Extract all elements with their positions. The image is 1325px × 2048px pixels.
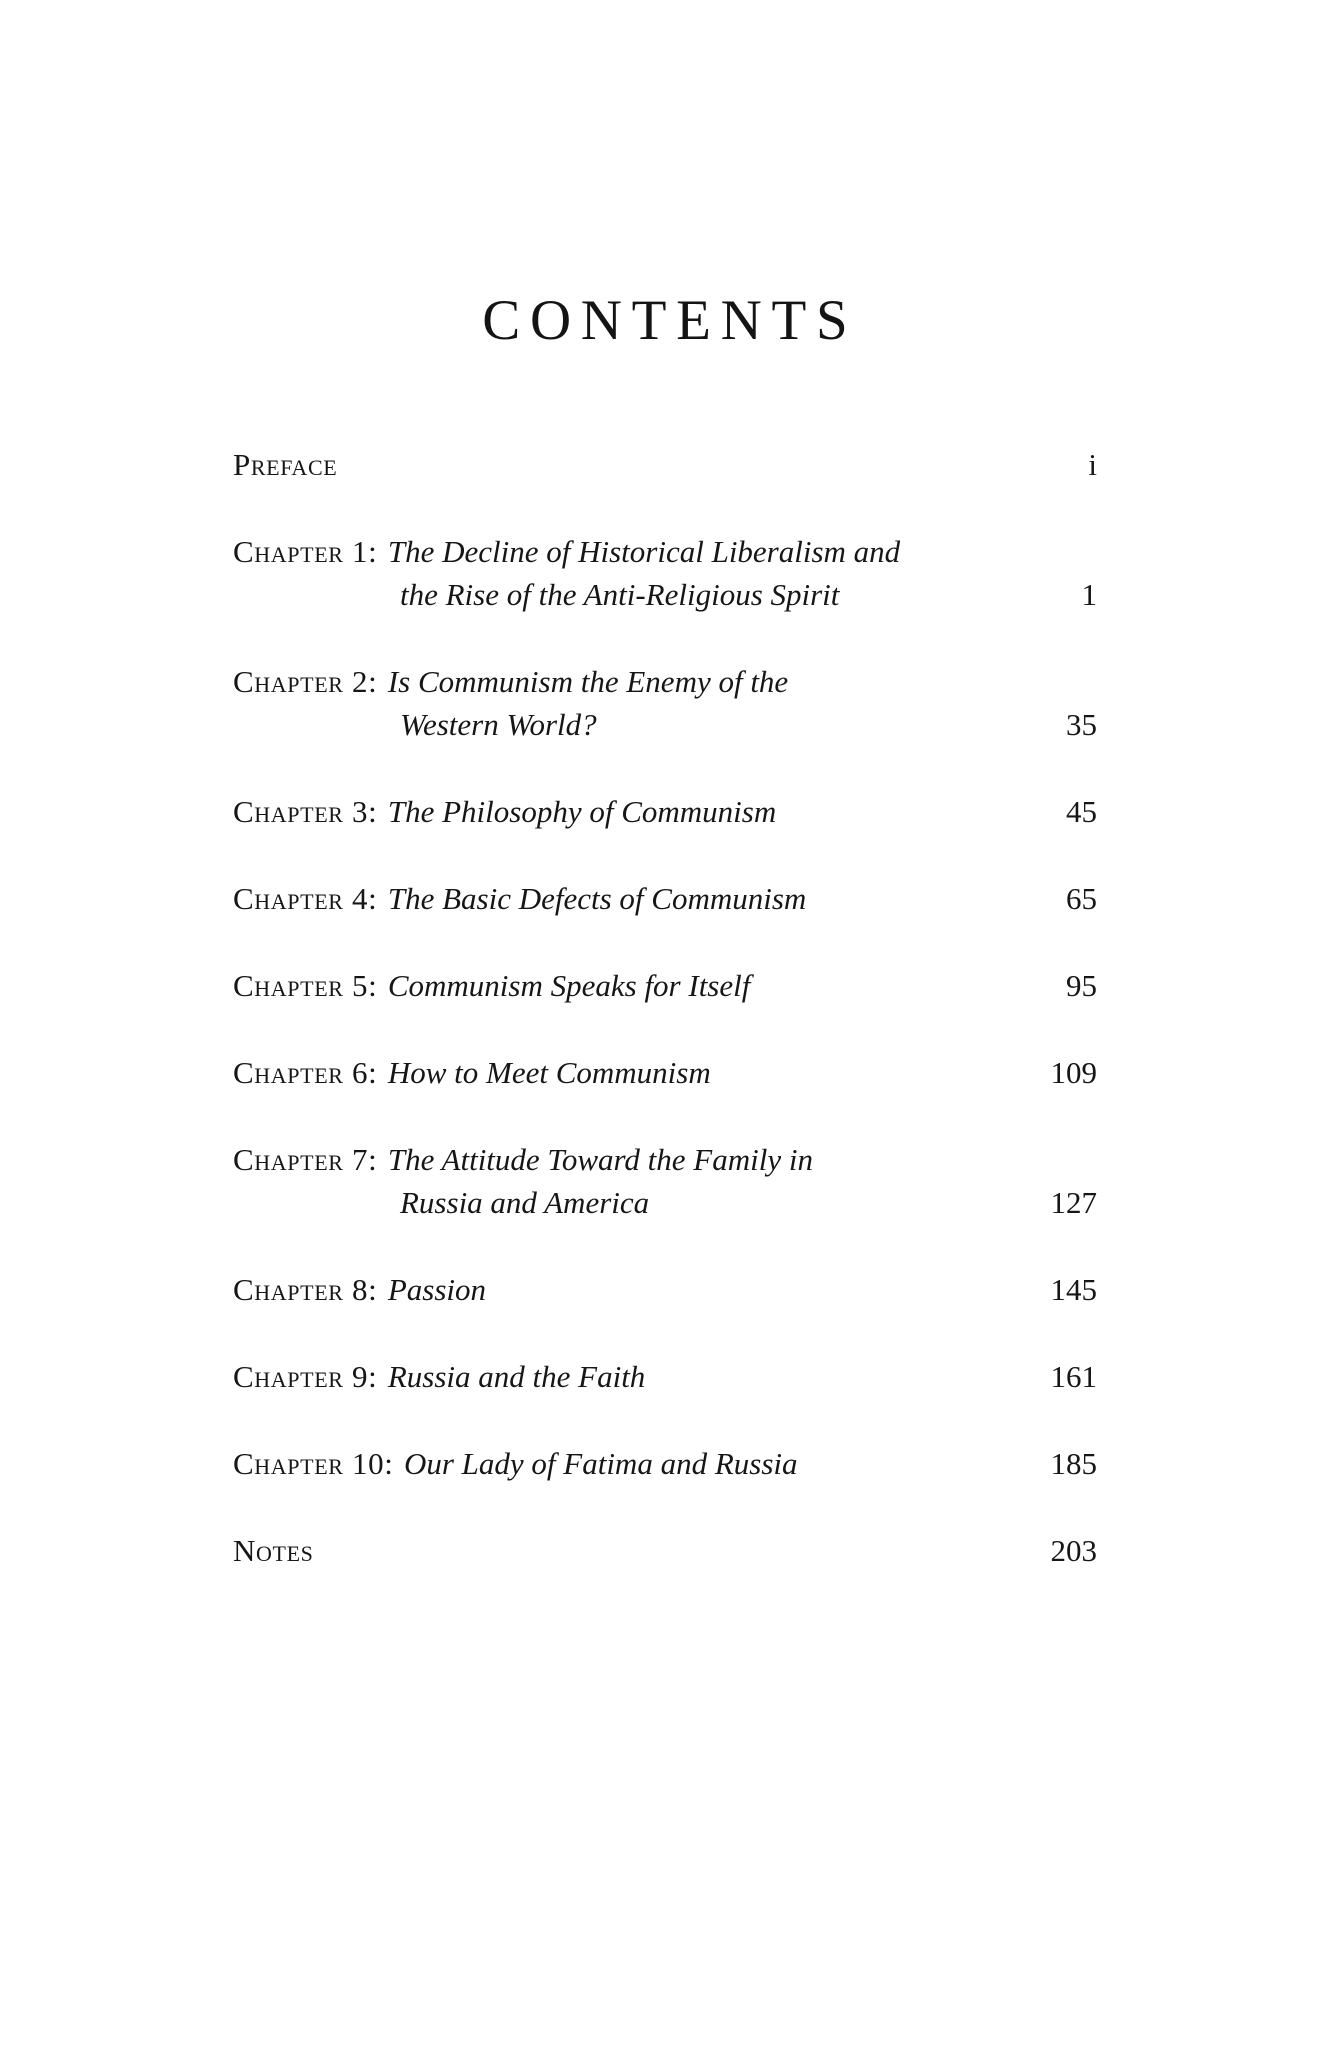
entry-first-line [233,964,1042,1007]
entry-text [233,1138,1027,1224]
entry-text [233,877,1042,920]
entry-first-line [233,790,1042,833]
entry-page-number: 127 [1050,1185,1097,1220]
entry-label: Preface [233,447,338,482]
entry-text [233,964,1042,1007]
toc-entry [233,964,1097,1007]
toc-entry [233,1529,1097,1572]
entry-title-line2: Russia and America [400,1185,650,1220]
entry-title-line1: The Decline of Historical Liberalism and [387,534,901,569]
entry-page-number: 185 [1050,1446,1097,1481]
entry-first-line [233,1442,1027,1485]
entry-title-line1: Communism Speaks for Itself [387,968,751,1003]
entry-first-line [233,530,1058,573]
entry-first-line [233,877,1042,920]
toc-entry [233,443,1097,486]
entry-page-number: 65 [1066,881,1097,916]
entry-page-number: 203 [1050,1533,1097,1568]
entry-text [233,530,1058,616]
entry-page-number: i [1088,447,1097,482]
entry-text [233,1051,1027,1094]
entry-first-line [233,1051,1027,1094]
toc-entry [233,1355,1097,1398]
entry-page-number: 95 [1066,968,1097,1003]
toc-entry [233,530,1097,616]
toc-entry-list [233,443,1097,1572]
entry-title-line1: How to Meet Communism [387,1055,711,1090]
entry-title-line2: the Rise of the Anti-Religious Spirit [400,577,840,612]
entry-page-number: 1 [1081,577,1097,612]
entry-page-number: 109 [1050,1055,1097,1090]
entry-title-line2: Western World? [400,707,597,742]
entry-title-line1: Our Lady of Fatima and Russia [403,1446,798,1481]
toc-entry [233,790,1097,833]
entry-page-number: 45 [1066,794,1097,829]
entry-page-number: 161 [1050,1359,1097,1394]
toc-entry [233,1138,1097,1224]
toc-entry [233,877,1097,920]
entry-label: Chapter 3: [233,794,378,829]
entry-text [233,1268,1027,1311]
page-title: CONTENTS [482,289,858,352]
entry-text [233,1442,1027,1485]
entry-label: Chapter 5: [233,968,378,1003]
entry-text [233,443,1064,486]
entry-page-number: 145 [1050,1272,1097,1307]
entry-label: Chapter 8: [233,1272,378,1307]
toc-entry [233,1051,1097,1094]
entry-label: Chapter 9: [233,1359,378,1394]
entry-title-line1: Is Communism the Enemy of the [387,664,789,699]
entry-label: Chapter 6: [233,1055,378,1090]
entry-first-line [233,443,1064,486]
entry-label: Chapter 7: [233,1142,378,1177]
entry-first-line [233,1529,1027,1572]
entry-label: Chapter 10: [233,1446,394,1481]
entry-label: Notes [233,1533,314,1568]
entry-first-line [233,1268,1027,1311]
entry-title-line1: The Attitude Toward the Family in [387,1142,813,1177]
entry-first-line [233,1355,1027,1398]
entry-label: Chapter 1: [233,534,378,569]
entry-title-line1: Passion [387,1272,487,1307]
entry-label: Chapter 4: [233,881,378,916]
entry-title-line1: The Philosophy of Communism [387,794,777,829]
entry-title-line1: The Basic Defects of Communism [387,881,807,916]
entry-text [233,1529,1027,1572]
entry-text [233,1355,1027,1398]
toc-entry [233,660,1097,746]
entry-label: Chapter 2: [233,664,378,699]
toc-entry [233,1268,1097,1311]
entry-first-line [233,1138,1027,1181]
entry-text [233,790,1042,833]
toc-entry [233,1442,1097,1485]
entry-text [233,660,1042,746]
entry-first-line [233,660,1042,703]
entry-title-line1: Russia and the Faith [387,1359,646,1394]
entry-page-number: 35 [1066,707,1097,742]
